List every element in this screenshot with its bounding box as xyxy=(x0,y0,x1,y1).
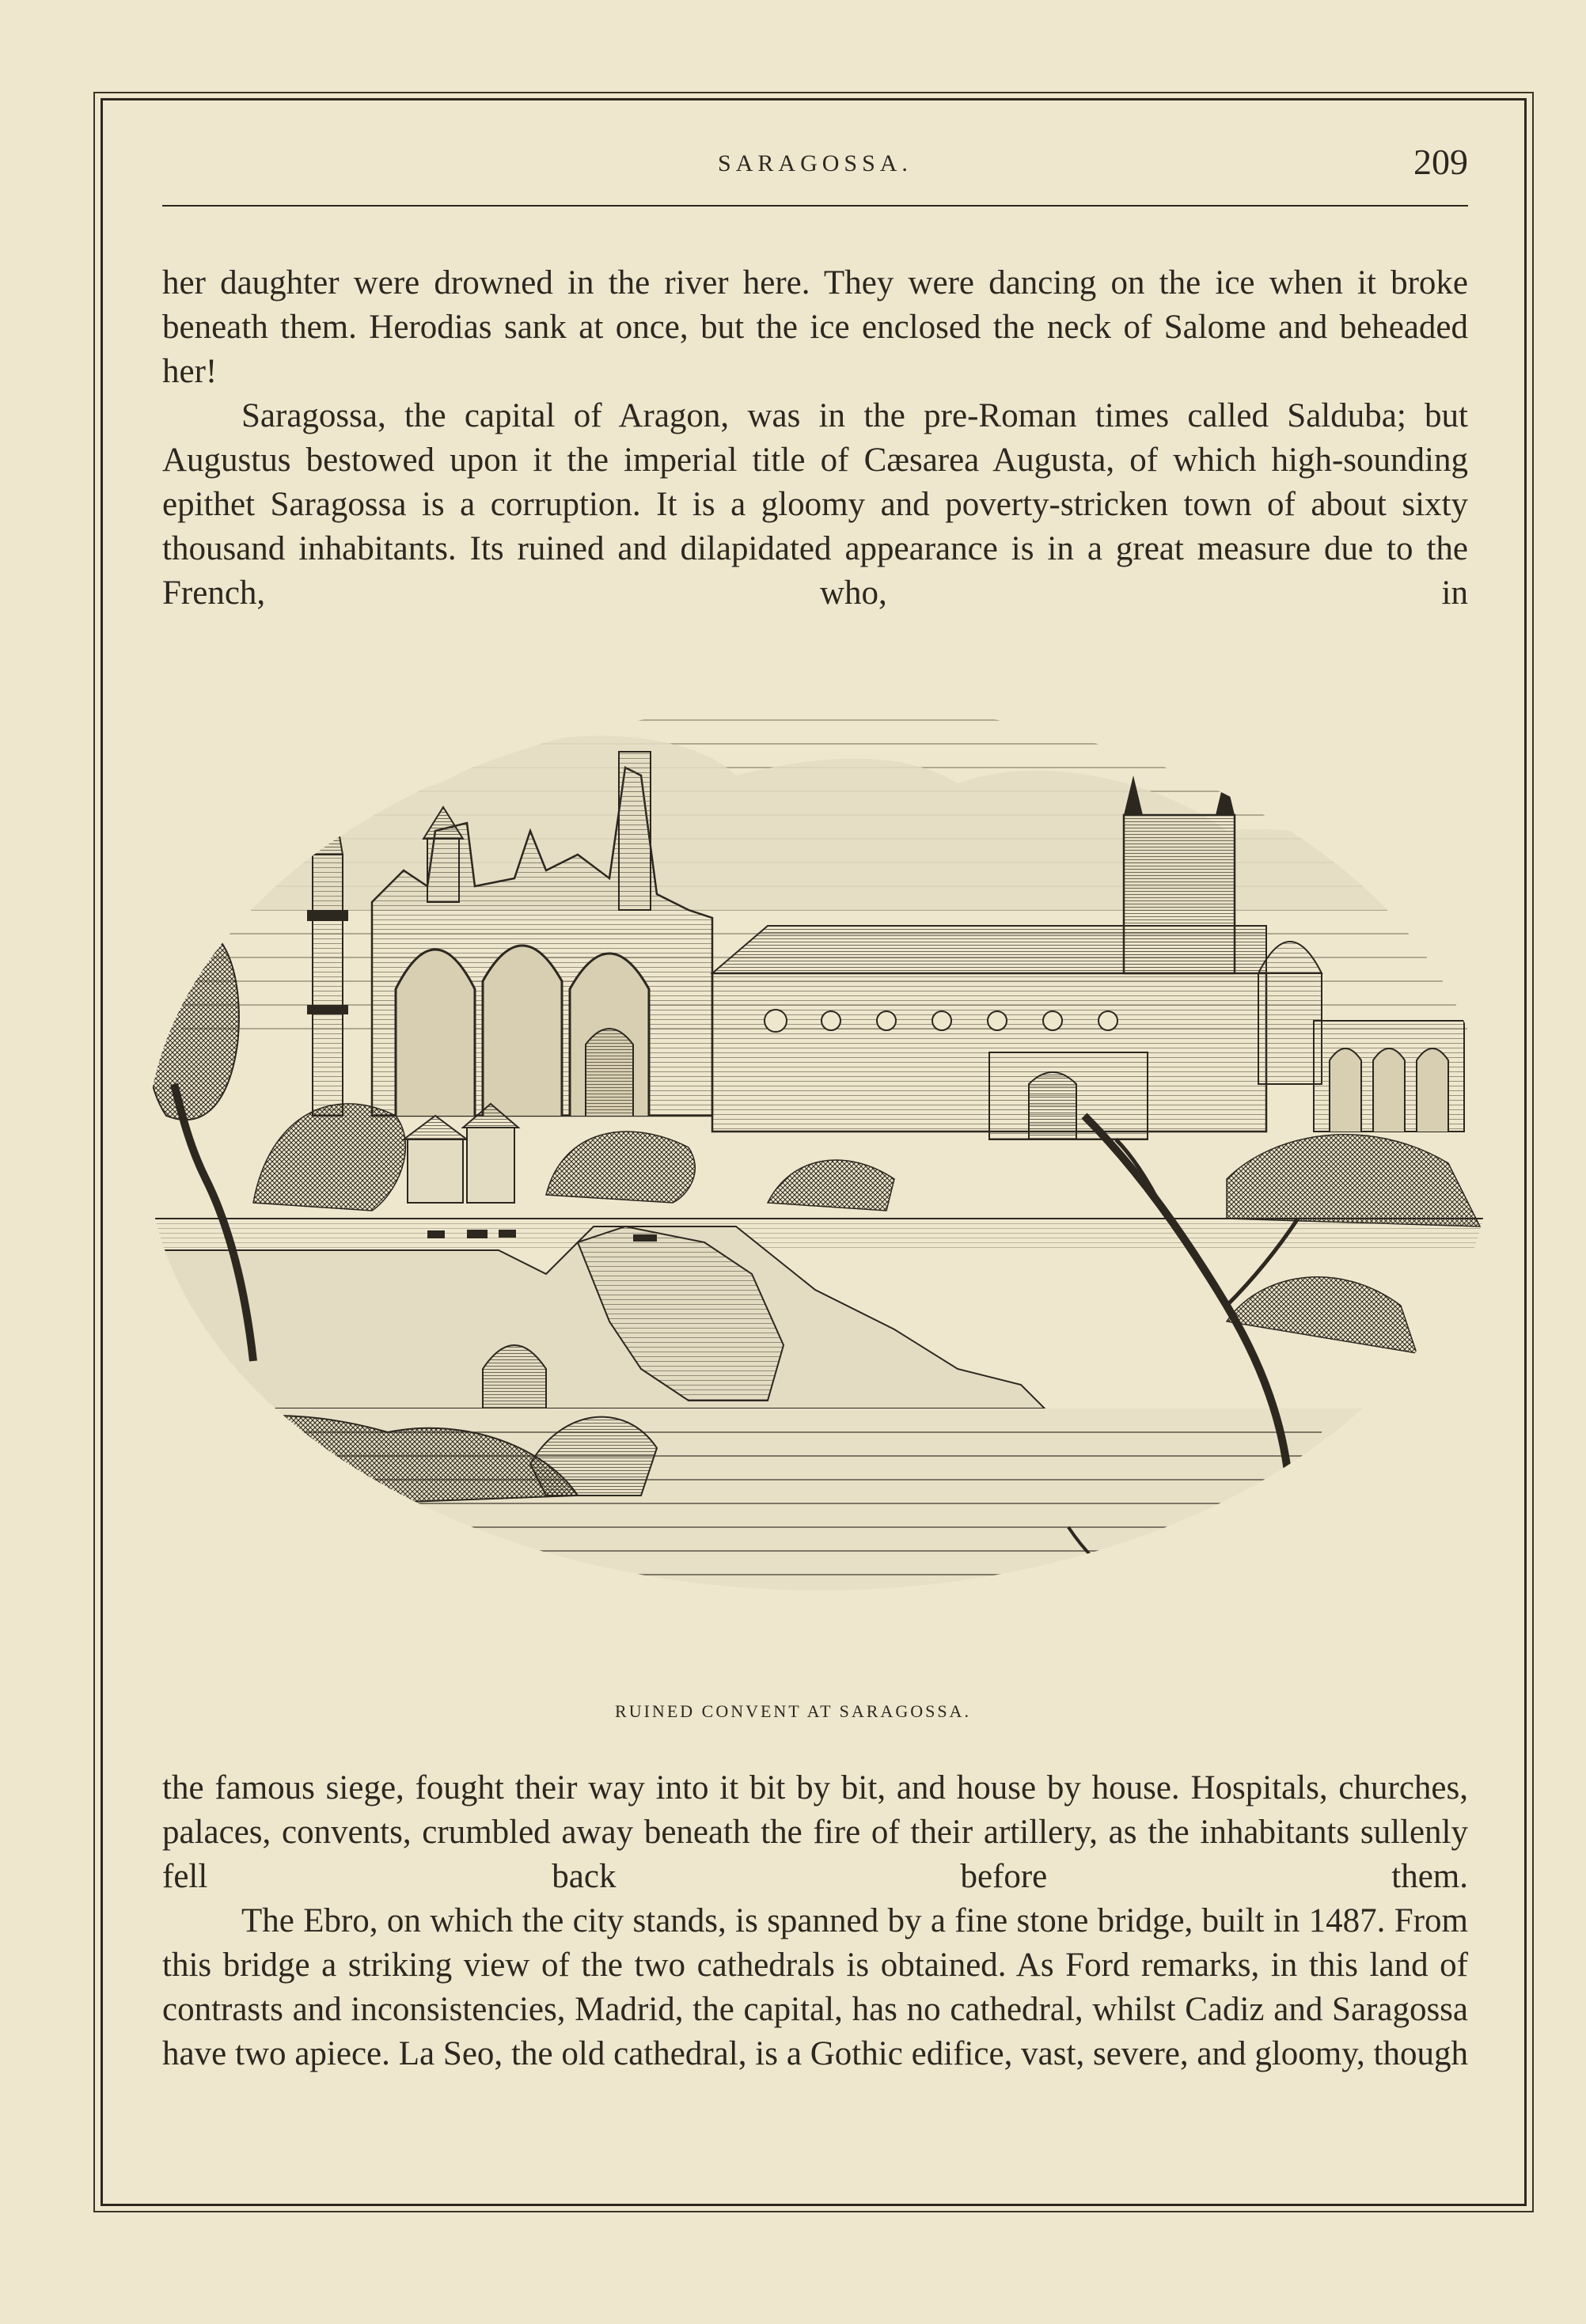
body-text-top xyxy=(162,261,1468,616)
illustration-caption: RUINED CONVENT AT SARAGOSSA. xyxy=(615,1701,971,1721)
engraving-illustration xyxy=(135,673,1504,1678)
paragraph: the famous siege, fought their way into it bit by bit, and house by house. Hospitals, churches, palaces, convents, crumbled away beneath the fire of their artillery, as the inhabitants sullenly fell back before them. xyxy=(162,1769,1468,1895)
body-text-bottom xyxy=(162,1766,1468,2076)
paragraph: The Ebro, on which the city stands, is spanned by a fine stone bridge, built in 1487. From this bridge a striking view of the two cathedrals is obtained. As Ford remarks, in this land of contrasts and inconsistencies, Madrid, the capital, has no cathedral, whilst Cadiz and Saragossa have two apiece. La Seo, the old cathedral, is a Gothic edifice, vast, severe, and gloomy, though xyxy=(162,1902,1468,2072)
header-rule xyxy=(162,205,1468,207)
minaret xyxy=(307,768,348,1116)
running-head xyxy=(162,133,1468,212)
running-title: SARAGOSSA. xyxy=(718,150,913,176)
paragraph: Saragossa, the capital of Aragon, was in the pre-Roman times called Salduba; but Augustus bestowed upon it the imperial title of Cæsarea Augusta, of which high-sounding epithet Saragossa is a corruption. It is a gloomy and poverty-stricken town of about sixty thousand inhabitants. Its ruined and dilapidated appearance is in a great measure due to the French, who, in xyxy=(162,397,1468,612)
paragraph: her daughter were drowned in the river here. They were dancing on the ice when it broke beneath them. Herodias sank at once, but the ice enclosed the neck of Salome and beheaded her! xyxy=(162,264,1468,390)
page-number: 209 xyxy=(1413,142,1468,182)
